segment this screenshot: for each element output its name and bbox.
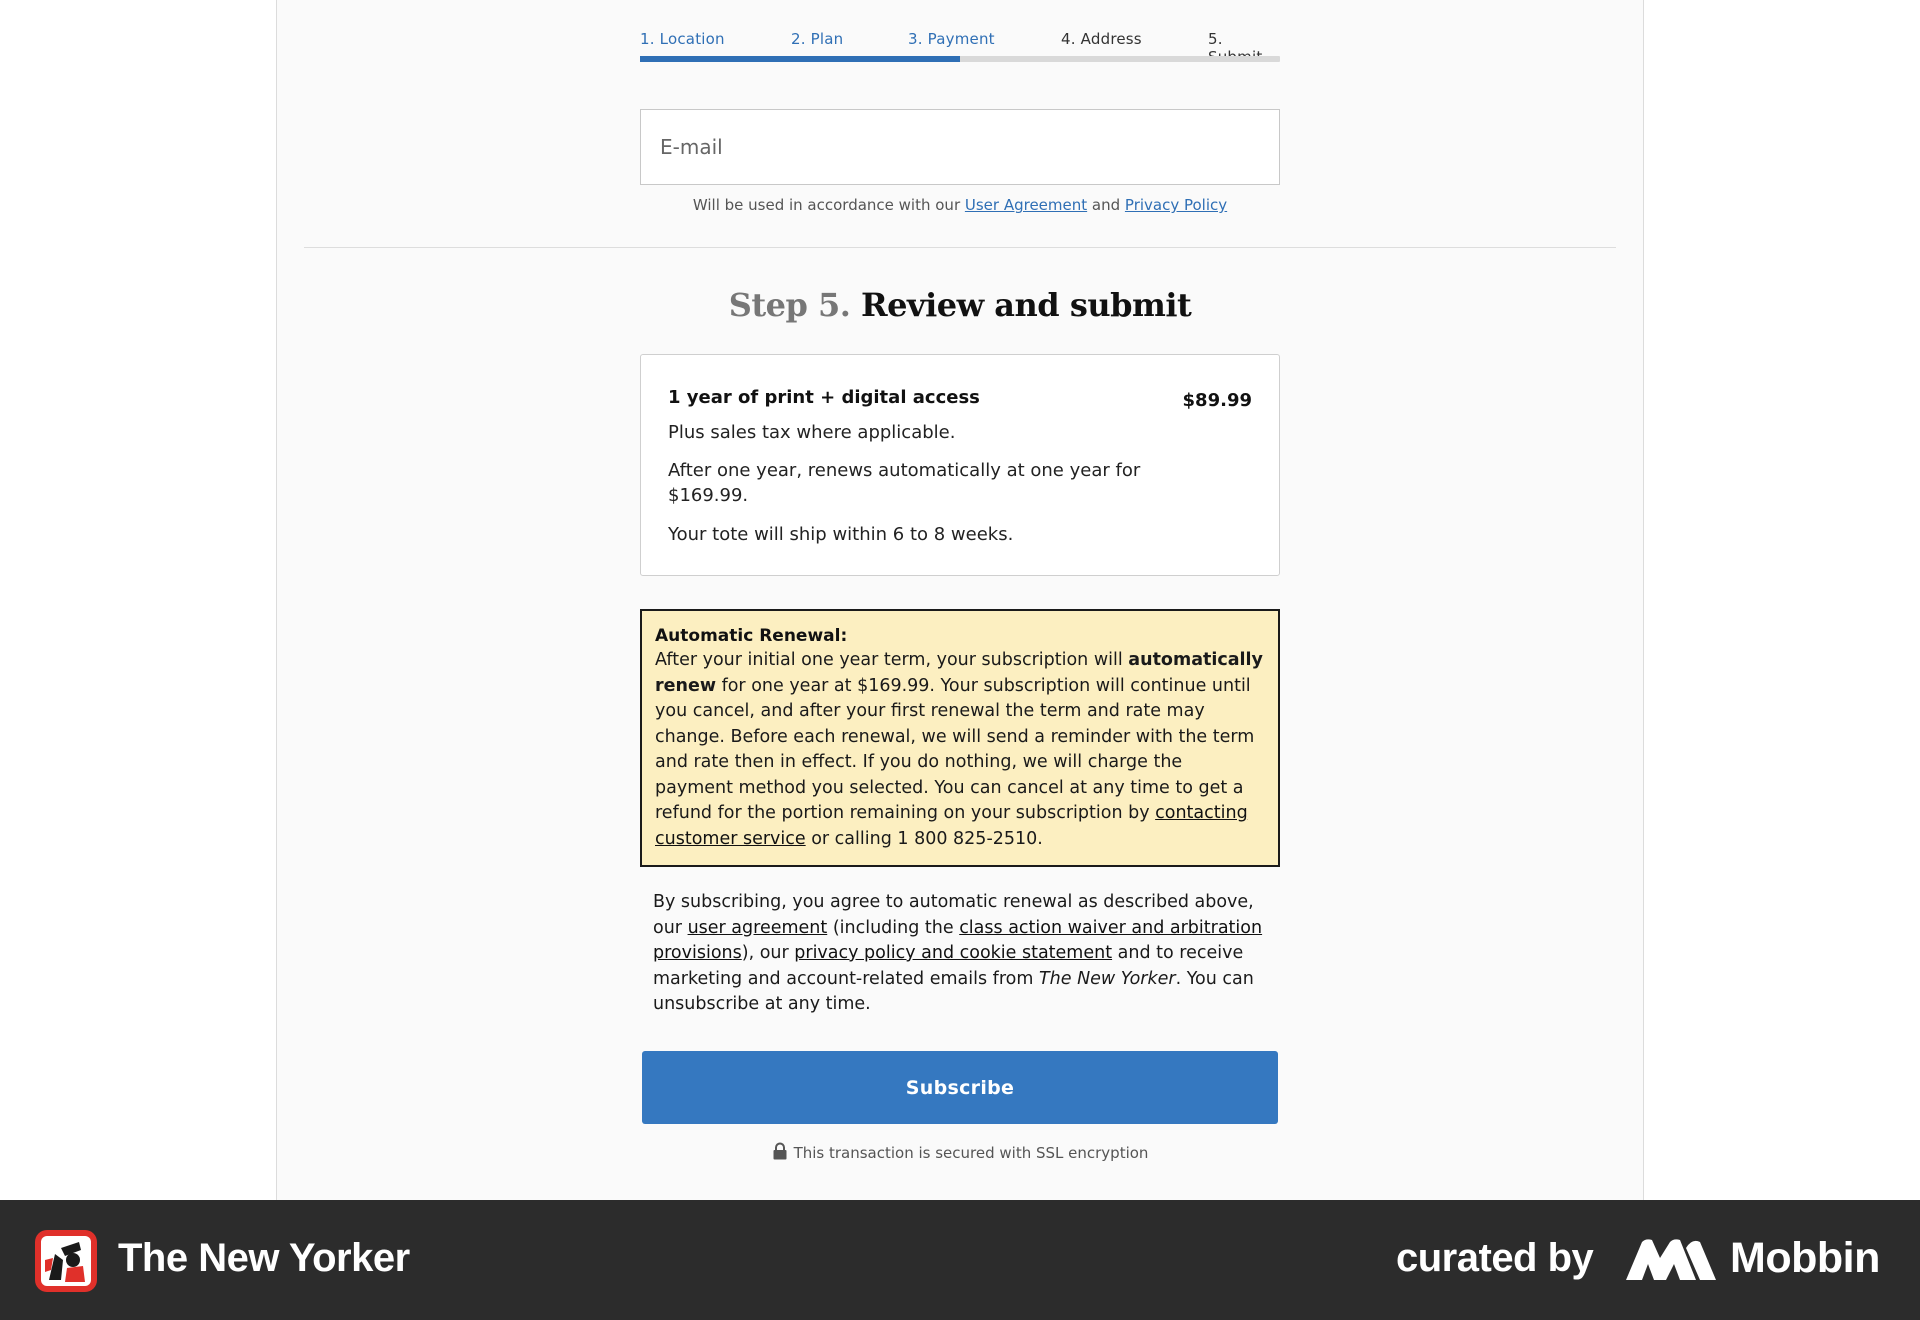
plan-shipping-note: Your tote will ship within 6 to 8 weeks. bbox=[668, 524, 1014, 545]
step-progress bbox=[640, 0, 1280, 64]
agreement-text: and to receive marketing and account-related emails from bbox=[653, 943, 1244, 989]
user-agreement-link[interactable]: User Agreement bbox=[964, 196, 1088, 214]
agreement-text: ), our bbox=[741, 943, 795, 963]
plan-summary-card bbox=[640, 354, 1280, 576]
subscribe-button[interactable]: Subscribe bbox=[642, 1051, 1278, 1124]
step-payment[interactable]: 3. Payment bbox=[908, 30, 995, 48]
email-note-text: Will be used in accordance with our bbox=[692, 196, 965, 214]
subscription-agreement bbox=[653, 890, 1273, 1018]
email-note bbox=[640, 196, 1280, 214]
footer-bar bbox=[0, 1200, 1920, 1320]
renewal-text: After your initial one year term, your subscription will bbox=[655, 650, 1129, 670]
step-plan[interactable]: 2. Plan bbox=[791, 30, 844, 48]
privacy-policy-link[interactable]: Privacy Policy bbox=[1124, 196, 1228, 214]
privacy-policy-link[interactable]: privacy policy and cookie statement bbox=[794, 943, 1113, 963]
plan-price: $89.99 bbox=[1182, 390, 1252, 411]
renewal-body bbox=[655, 648, 1265, 852]
renewal-text: or calling 1 800 825-2510. bbox=[805, 828, 1043, 849]
agreement-text: By subscribing, you agree to automatic renewal as described above, our bbox=[653, 892, 1254, 938]
email-field[interactable] bbox=[641, 110, 1279, 184]
step-submit: 5. bbox=[1208, 30, 1223, 48]
step-number: Step 5. bbox=[728, 286, 851, 324]
email-note-and: and bbox=[1087, 196, 1125, 214]
progress-fill bbox=[640, 56, 960, 62]
new-yorker-logo-icon bbox=[35, 1230, 97, 1292]
ssl-note bbox=[640, 1142, 1280, 1164]
email-field-wrapper bbox=[640, 109, 1280, 185]
contact-customer-service-link[interactable]: contacting customer service bbox=[655, 803, 1248, 849]
agreement-text: . You can unsubscribe at any time. bbox=[653, 968, 1254, 1014]
step-title: Review and submit bbox=[861, 286, 1192, 324]
step-location[interactable]: 1. Location bbox=[640, 30, 725, 48]
agreement-text: (including the bbox=[827, 917, 960, 938]
plan-title: 1 year of print + digital access bbox=[668, 387, 980, 408]
ssl-note-text: This transaction is secured with SSL encryption bbox=[793, 1144, 1149, 1162]
lock-icon bbox=[772, 1142, 788, 1164]
mobbin-name: Mobbin bbox=[1730, 1234, 1880, 1282]
plan-tax-note: Plus sales tax where applicable. bbox=[668, 422, 956, 443]
mobbin-logo-icon bbox=[1626, 1238, 1716, 1280]
curated-by-label: curated by bbox=[1396, 1236, 1594, 1280]
user-agreement-link[interactable]: user agreement bbox=[687, 917, 828, 938]
class-action-waiver-link[interactable]: class action waiver and arbitration provisions bbox=[653, 917, 1263, 963]
renewal-text: for one year at $169.99. Your subscription will continue until you cancel, and after your first renewal the term and rate may change. Before each renewal, we will send a reminder with the term and rate then in effect. If you do nothing, we will charge the payment method you selected. You can cancel at any time to get a refund for the portion remaining on your subscription by bbox=[655, 675, 1255, 823]
publication-name: The New Yorker bbox=[1038, 968, 1176, 989]
automatic-renewal-notice bbox=[640, 609, 1280, 867]
renewal-title: Automatic Renewal: bbox=[655, 626, 848, 646]
page-title bbox=[640, 286, 1280, 324]
plan-renewal-note: After one year, renews automatically at one year for $169.99. bbox=[668, 460, 1141, 506]
renewal-bold-text: automatically renew bbox=[655, 650, 1263, 696]
brand-name: The New Yorker bbox=[118, 1236, 410, 1280]
progress-track bbox=[640, 56, 1280, 62]
section-divider bbox=[304, 247, 1616, 248]
step-address: 4. Address bbox=[1061, 30, 1142, 48]
